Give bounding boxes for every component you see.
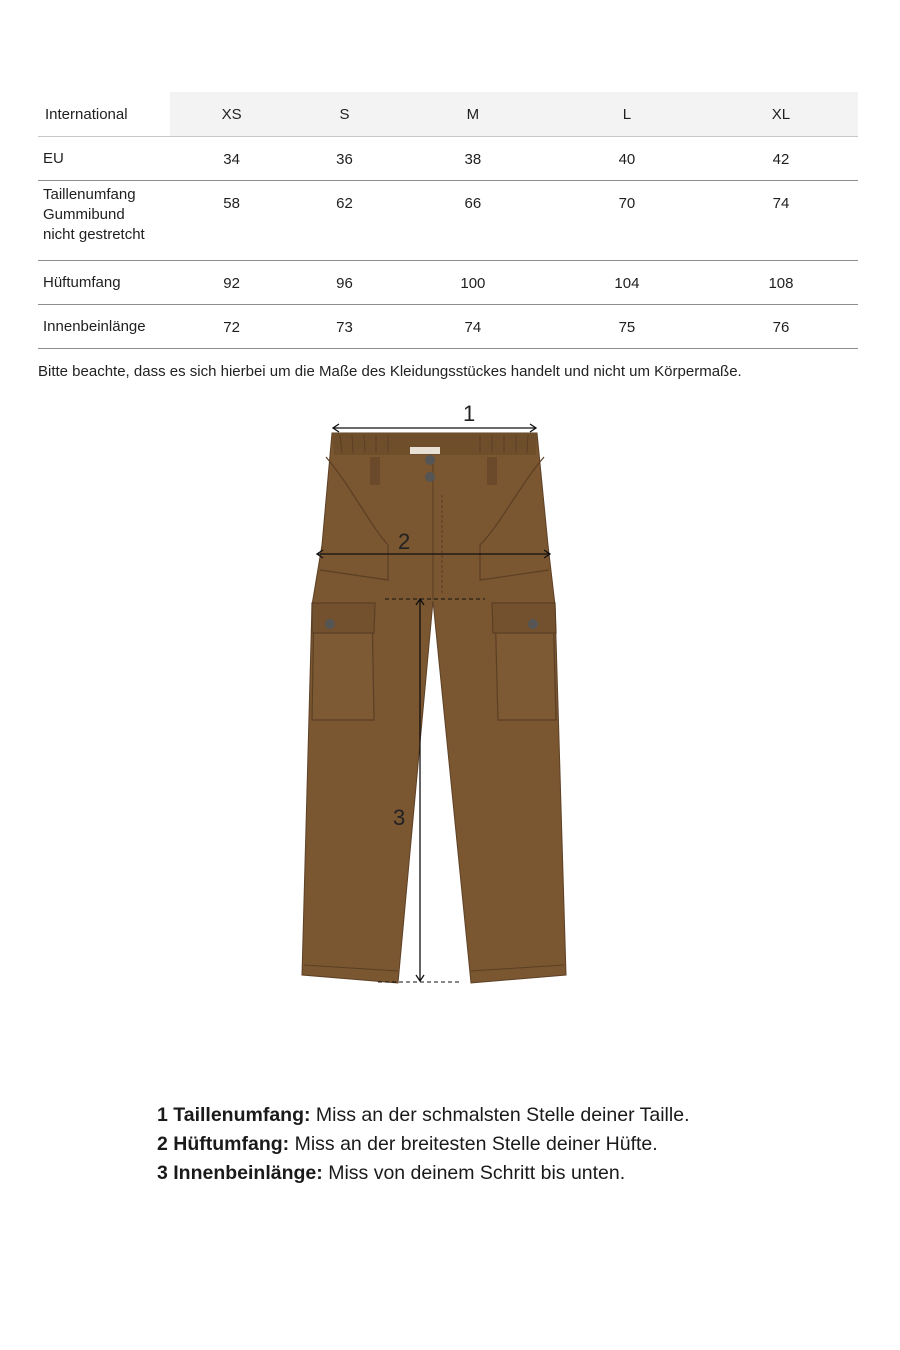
- table-cell: 75: [550, 305, 704, 349]
- measurement-label-3: 3: [393, 805, 406, 830]
- table-cell: 74: [704, 181, 858, 261]
- measurement-note: Bitte beachte, dass es sich hierbei um die Maße des Kleidungsstückes handelt und nicht um Körpermaße.: [38, 363, 742, 380]
- legend-item-waist: [157, 1101, 857, 1130]
- header-label: International: [38, 92, 170, 137]
- legend-item-inseam: [157, 1159, 857, 1188]
- pants-diagram: [290, 395, 580, 995]
- table-cell: 42: [704, 137, 858, 181]
- table-cell: 70: [550, 181, 704, 261]
- table-cell: 72: [170, 305, 293, 349]
- measurement-label-2: 2: [398, 529, 411, 554]
- table-row-inseam: [38, 305, 858, 349]
- measurement-legend: [157, 1101, 857, 1188]
- table-cell: 62: [293, 181, 396, 261]
- row-label-eu: EU: [38, 137, 170, 181]
- size-l: L: [550, 92, 704, 137]
- row-label-line: Taillenumfang: [43, 186, 136, 203]
- size-xl: XL: [704, 92, 858, 137]
- table-cell: 92: [170, 261, 293, 305]
- table-cell: 76: [704, 305, 858, 349]
- waist-measurement-line: [333, 424, 536, 432]
- table-cell: 40: [550, 137, 704, 181]
- size-xs: XS: [170, 92, 293, 137]
- row-label-line: Gummibund: [43, 206, 125, 223]
- legend-term: 3 Innenbeinlänge:: [157, 1162, 323, 1184]
- measurement-label-1: 1: [463, 401, 476, 426]
- table-cell: 66: [396, 181, 550, 261]
- legend-text: Miss an der schmalsten Stelle deiner Taille.: [310, 1104, 690, 1126]
- size-s: S: [293, 92, 396, 137]
- table-cell: 74: [396, 305, 550, 349]
- legend-text: Miss von deinem Schritt bis unten.: [322, 1162, 626, 1184]
- table-cell: 73: [293, 305, 396, 349]
- row-label-hip: Hüftumfang: [38, 261, 170, 305]
- table-cell: 100: [396, 261, 550, 305]
- legend-term: 2 Hüftumfang:: [157, 1133, 290, 1155]
- table-cell: 96: [293, 261, 396, 305]
- table-row-eu: [38, 137, 858, 181]
- pants-illustration: [302, 433, 566, 983]
- header-row: [38, 92, 858, 137]
- table-cell: 36: [293, 137, 396, 181]
- row-label-line: nicht gestretcht: [43, 226, 145, 243]
- size-m: M: [396, 92, 550, 137]
- row-label-waist: [38, 181, 170, 261]
- legend-item-hip: [157, 1130, 857, 1159]
- table-cell: 108: [704, 261, 858, 305]
- size-table: [38, 92, 858, 349]
- table-cell: 34: [170, 137, 293, 181]
- row-label-inseam: Innenbeinlänge: [38, 305, 170, 349]
- table-cell: 38: [396, 137, 550, 181]
- table-row-waist: [38, 181, 858, 261]
- legend-text: Miss an der breitesten Stelle deiner Hüfte.: [289, 1133, 658, 1155]
- table-row-hip: [38, 261, 858, 305]
- table-cell: 104: [550, 261, 704, 305]
- legend-term: 1 Taillenumfang:: [157, 1104, 311, 1126]
- table-cell: 58: [170, 181, 293, 261]
